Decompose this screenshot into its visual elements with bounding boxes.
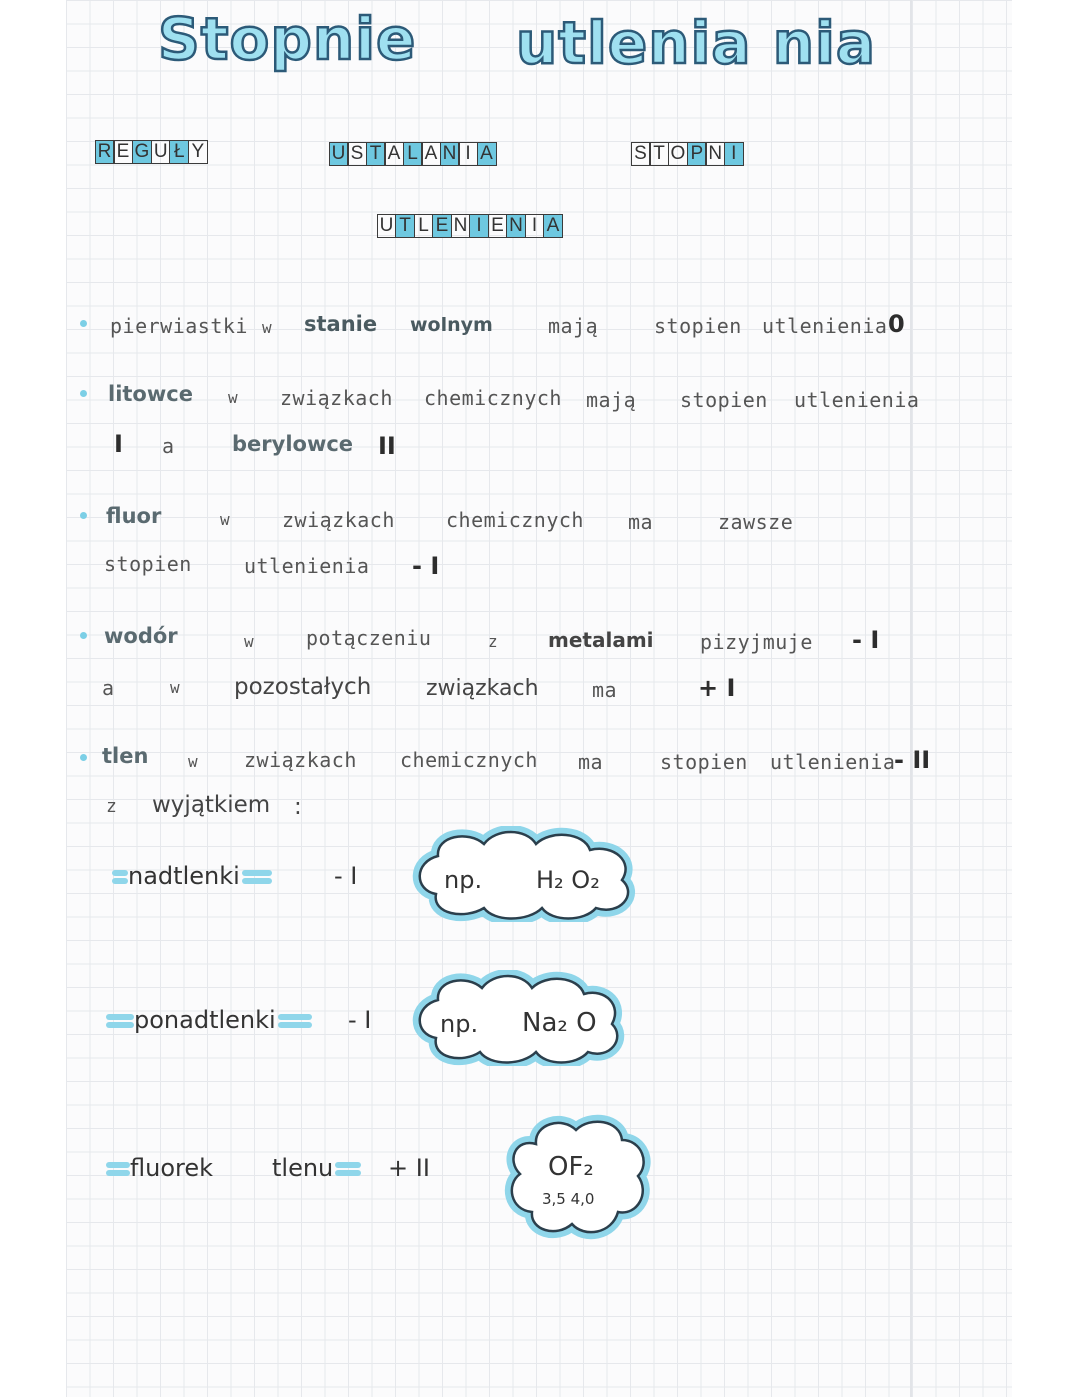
- exception-ponadtlenki-label: ponadtlenki: [106, 1008, 312, 1032]
- marker-icon: [106, 1162, 130, 1168]
- r4-pozostalych: pozostałych: [234, 674, 372, 700]
- header-letter: N: [440, 142, 460, 166]
- header-letter: I: [458, 142, 478, 166]
- r2-litowce: litowce: [108, 382, 193, 406]
- r2-value2: II: [378, 432, 396, 460]
- r4-zwiazkach: związkach: [426, 676, 539, 701]
- marker-icon: [112, 870, 128, 876]
- r1-maja: mają: [548, 314, 599, 338]
- exception-nadtlenki-label: nadtlenki: [112, 864, 272, 888]
- exception-fluorek-value: + II: [388, 1154, 430, 1182]
- header-letter: A: [384, 142, 404, 166]
- title-right: utlenia nia: [516, 9, 877, 77]
- r4-wodor: wodór: [104, 624, 178, 648]
- header-letter: E: [488, 214, 508, 238]
- header-letter: U: [151, 140, 171, 164]
- r2-stopien: stopien: [680, 388, 768, 412]
- r5-z: z: [106, 796, 118, 817]
- header-letter: N: [506, 214, 526, 238]
- r3-value: - I: [412, 552, 440, 580]
- header-letter: S: [347, 142, 367, 166]
- header-ustalania: [330, 142, 497, 166]
- r4-value1: - I: [852, 626, 880, 654]
- r2-w: w: [228, 388, 239, 407]
- r3-chemicznych: chemicznych: [446, 508, 584, 532]
- r1-value: 0: [888, 310, 905, 338]
- r3-zawsze: zawsze: [718, 510, 794, 534]
- r2-utlenienia: utlenienia: [794, 388, 920, 412]
- r4-w2: w: [170, 678, 181, 697]
- bullet: [80, 320, 87, 327]
- title-left: Stopnie: [158, 5, 417, 73]
- r1-stanie: stanie: [304, 312, 378, 336]
- r4-przyjmuje: pizyjmuje: [700, 630, 813, 654]
- header-letter: N: [705, 142, 725, 166]
- marker-icon: [242, 870, 272, 876]
- header-letter: R: [95, 140, 115, 164]
- header-letter: T: [395, 214, 415, 238]
- header-letter: O: [668, 142, 689, 166]
- bullet: [80, 390, 87, 397]
- cloud-icon: [408, 826, 640, 922]
- header-letter: I: [525, 214, 545, 238]
- header-letter: N: [451, 214, 471, 238]
- r1-wolnym: wolnym: [410, 314, 493, 336]
- margin-line: [910, 0, 912, 1397]
- exception-nadtlenki-np: np.: [444, 866, 483, 894]
- exception-fluorek-formula: OF₂: [548, 1152, 594, 1182]
- header-letter: A: [543, 214, 563, 238]
- marker-icon: [106, 1014, 134, 1020]
- r5-utlenienia: utlenienia: [770, 750, 896, 774]
- r3-stopien: stopien: [104, 552, 192, 576]
- exception-ponadtlenki-np: np.: [440, 1010, 479, 1038]
- header-letter: I: [724, 142, 744, 166]
- r3-zwiazkach: związkach: [282, 508, 395, 532]
- header-utlenienia: [378, 214, 563, 238]
- exception-fluorek-note: 3,5 4,0: [542, 1190, 595, 1208]
- exception-fluorek-label2: tlenu: [272, 1156, 361, 1180]
- r5-value: - II: [894, 746, 931, 774]
- r1-pierwiastki: pierwiastki: [110, 314, 248, 338]
- marker-icon: [335, 1162, 361, 1168]
- r2-value1: I: [114, 430, 123, 458]
- r4-a: a: [102, 676, 115, 700]
- header-letter: T: [649, 142, 669, 166]
- header-reguly: [96, 140, 208, 164]
- header-letter: T: [366, 142, 386, 166]
- header-letter: U: [329, 142, 349, 166]
- bullet: [80, 754, 87, 761]
- r4-polaczeniu: potączeniu: [306, 626, 432, 650]
- r4-value2: + I: [698, 674, 736, 702]
- bullet: [80, 512, 87, 519]
- r4-z: z: [488, 632, 499, 651]
- r2-berylowce: berylowce: [232, 432, 354, 456]
- header-stopni: [632, 142, 744, 166]
- bullet: [80, 632, 87, 639]
- exception-nadtlenki-value: - I: [334, 862, 358, 890]
- r3-ma: ma: [628, 510, 654, 534]
- r3-fluor: fluor: [106, 504, 162, 528]
- header-letter: Y: [188, 140, 208, 164]
- r2-maja: mają: [586, 388, 637, 412]
- header-letter: A: [477, 142, 497, 166]
- r5-zwiazkach: związkach: [244, 748, 357, 772]
- header-letter: L: [414, 214, 434, 238]
- header-letter: U: [377, 214, 397, 238]
- header-letter: G: [132, 140, 153, 164]
- header-letter: I: [469, 214, 489, 238]
- r1-w: w: [262, 318, 273, 337]
- r1-utlenienia: utlenienia: [762, 314, 888, 338]
- r5-stopien: stopien: [660, 750, 748, 774]
- r4-ma: ma: [592, 678, 618, 702]
- r5-chemicznych: chemicznych: [400, 748, 538, 772]
- exception-nadtlenki-formula: H₂ O₂: [536, 866, 600, 894]
- marker-icon: [278, 1014, 312, 1020]
- r5-w: w: [188, 752, 199, 771]
- header-letter: L: [403, 142, 423, 166]
- r2-chemicznych: chemicznych: [424, 386, 562, 410]
- header-letter: E: [432, 214, 452, 238]
- r5-colon: :: [294, 794, 302, 820]
- r3-utlenienia: utlenienia: [244, 554, 370, 578]
- exception-fluorek-label: fluorek: [106, 1156, 213, 1180]
- r5-wyjatkiem: wyjątkiem: [152, 792, 271, 818]
- r4-w: w: [244, 632, 255, 651]
- r5-ma: ma: [578, 750, 604, 774]
- r5-tlen: tlen: [102, 744, 149, 768]
- r2-zwiazkach: związkach: [280, 386, 393, 410]
- header-letter: P: [687, 142, 707, 166]
- r3-w: w: [220, 510, 231, 529]
- header-letter: S: [631, 142, 651, 166]
- r2-a: a: [162, 434, 175, 458]
- exception-ponadtlenki-value: - I: [348, 1006, 372, 1034]
- header-letter: A: [421, 142, 441, 166]
- r1-stopien: stopien: [654, 314, 742, 338]
- exception-ponadtlenki-formula: Na₂ O: [522, 1008, 597, 1038]
- header-letter: Ł: [169, 140, 189, 164]
- header-letter: E: [113, 140, 133, 164]
- r4-metalami: metalami: [548, 628, 654, 652]
